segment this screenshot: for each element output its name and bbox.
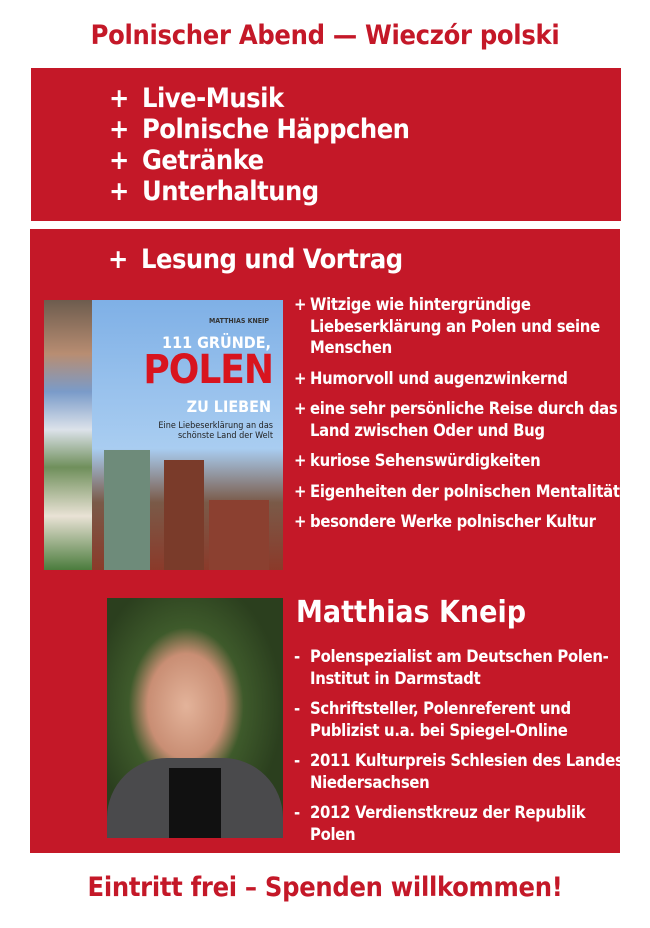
speaker-point bbox=[294, 750, 624, 793]
book-point-text: besondere Werke polnischer Kultur bbox=[310, 512, 596, 531]
highlights-panel bbox=[31, 68, 621, 221]
book-cover-photo-strip bbox=[44, 300, 92, 570]
speaker-point-text: 2012 Verdienstkreuz der Republik Polen bbox=[310, 803, 586, 844]
book-point bbox=[294, 398, 624, 441]
speaker-points bbox=[294, 646, 624, 854]
speaker-point-text: Polenspezialist am Deutschen Polen-Institut in Darmstadt bbox=[310, 647, 609, 688]
book-point bbox=[294, 368, 624, 390]
book-point-text: Eigenheiten der polnischen Mentalität bbox=[310, 481, 620, 501]
dash-marker: - bbox=[294, 699, 300, 718]
speaker-point bbox=[294, 698, 624, 741]
plus-icon: + bbox=[109, 176, 129, 207]
book-point bbox=[294, 481, 624, 503]
book-point bbox=[294, 294, 624, 359]
speaker-name: Matthias Kneip bbox=[296, 595, 527, 630]
plus-icon: + bbox=[109, 114, 129, 145]
book-point bbox=[294, 450, 624, 472]
dash-marker: - bbox=[294, 647, 300, 666]
highlight-item bbox=[109, 145, 264, 176]
book-author: MATTHIAS KNEIP bbox=[209, 317, 269, 325]
highlight-item bbox=[109, 114, 409, 145]
footer-note: Eintritt frei – Spenden willkommen! bbox=[87, 872, 563, 903]
speaker-point-text: Schriftsteller, Polenreferent und Publizist u.a. bei Spiegel-Online bbox=[310, 699, 571, 740]
dash-marker: - bbox=[294, 751, 300, 770]
book-point-text: eine sehr persönliche Reise durch das Land zwischen Oder und Bug bbox=[310, 399, 618, 440]
highlight-label: Live-Musik bbox=[142, 83, 284, 114]
plus-icon: + bbox=[294, 512, 307, 531]
plus-icon: + bbox=[294, 368, 307, 388]
book-title-line2: POLEN bbox=[143, 347, 273, 393]
plus-icon: + bbox=[294, 399, 307, 418]
highlight-item bbox=[109, 83, 284, 114]
reading-panel bbox=[30, 229, 624, 853]
book-point-text: kuriose Sehenswürdigkeiten bbox=[310, 451, 541, 470]
reading-heading bbox=[108, 244, 403, 275]
dash-marker: - bbox=[294, 803, 300, 822]
highlight-label: Unterhaltung bbox=[142, 176, 319, 207]
speaker-point bbox=[294, 802, 624, 845]
book-title-line3: ZU LIEBEN bbox=[186, 397, 271, 416]
plus-icon: + bbox=[294, 295, 307, 314]
book-title-line1: 111 GRÜNDE, bbox=[162, 333, 271, 352]
highlight-item bbox=[109, 176, 319, 207]
book-point-text: Humorvoll und augenzwinkernd bbox=[310, 368, 568, 388]
reading-heading-label: Lesung und Vortrag bbox=[141, 244, 403, 275]
speaker-photo-shirt bbox=[169, 768, 221, 838]
speaker-photo bbox=[107, 598, 283, 838]
plus-icon: + bbox=[108, 244, 128, 275]
plus-icon: + bbox=[294, 481, 307, 501]
book-point bbox=[294, 511, 624, 533]
plus-icon: + bbox=[109, 145, 129, 176]
book-cover-church bbox=[209, 500, 269, 570]
book-cover-tower bbox=[104, 450, 150, 570]
book-subtitle: Eine Liebeserklärung an das schönste Land der Welt bbox=[158, 421, 273, 441]
speaker-point bbox=[294, 646, 624, 689]
plus-icon: + bbox=[109, 83, 129, 114]
book-cover-image bbox=[44, 300, 283, 570]
book-cover-tower bbox=[164, 460, 204, 570]
book-points bbox=[294, 294, 624, 542]
highlight-label: Getränke bbox=[142, 145, 264, 176]
speaker-point-text: 2011 Kulturpreis Schlesien des Landes Niedersachsen bbox=[310, 751, 624, 792]
book-point-text: Witzige wie hintergründige Liebeserklärung an Polen und seine Menschen bbox=[310, 295, 600, 357]
plus-icon: + bbox=[294, 451, 307, 470]
highlight-label: Polnische Häppchen bbox=[142, 114, 410, 145]
event-title: Polnischer Abend — Wieczór polski bbox=[90, 20, 560, 51]
